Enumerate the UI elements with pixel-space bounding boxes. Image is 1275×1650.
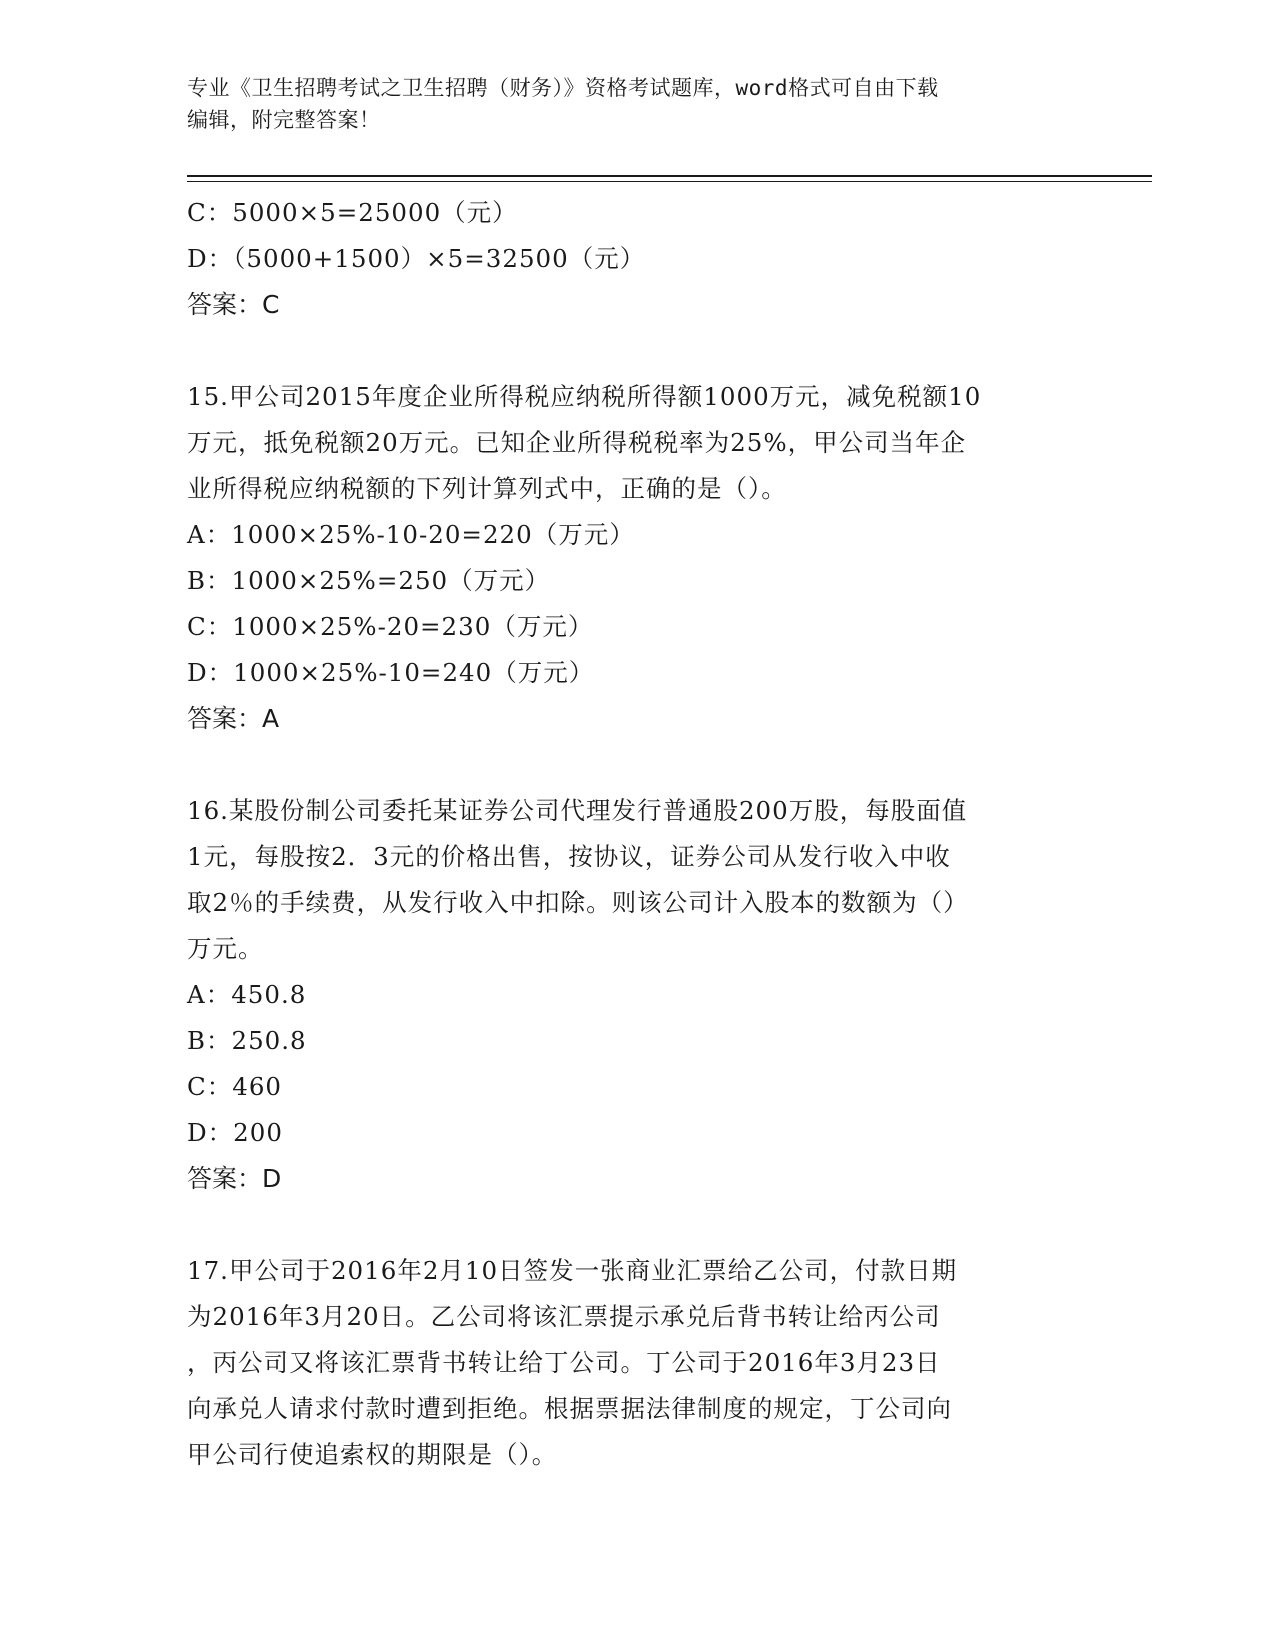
- question-stem-line: 向承兑人请求付款时遭到拒绝。根据票据法律制度的规定，丁公司向: [187, 1394, 952, 1423]
- question-stem-line: 17.甲公司于2016年2月10日签发一张商业汇票给乙公司，付款日期: [187, 1256, 958, 1285]
- page-header: [187, 72, 1067, 136]
- question-stem-line: 万元，抵免税额20万元。已知企业所得税税率为25%，甲公司当年企: [187, 428, 967, 457]
- header-line-1: 专业《卫生招聘考试之卫生招聘（财务）》资格考试题库，word格式可自由下载: [187, 76, 939, 100]
- option-a: A：1000×25%-10-20=220（万元）: [187, 520, 635, 549]
- option-c: C：460: [187, 1072, 283, 1101]
- previous-question-tail: [187, 190, 1087, 328]
- question-stem-line: 16.某股份制公司委托某证券公司代理发行普通股200万股，每股面值: [187, 796, 968, 825]
- option-c: C：5000×5=25000（元）: [187, 198, 518, 227]
- question-stem-line: 万元。: [187, 934, 264, 963]
- spacer: [187, 742, 1087, 788]
- answer-line: 答案：A: [187, 704, 280, 733]
- option-b: B：1000×25%=250（万元）: [187, 566, 551, 595]
- answer-line: 答案：D: [187, 1164, 282, 1193]
- option-d: D：200: [187, 1118, 283, 1147]
- question-stem-line: 取2％的手续费，从发行收入中扣除。则该公司计入股本的数额为（）: [187, 888, 969, 917]
- header-line-2: 编辑，附完整答案！: [187, 108, 381, 132]
- question-stem-line: 1元，每股按2．3元的价格出售，按协议，证券公司从发行收入中收: [187, 842, 951, 871]
- question-16: [187, 788, 1087, 1202]
- header-divider-thick: [187, 175, 1152, 177]
- option-d: D：（5000+1500）×5=32500（元）: [187, 244, 646, 273]
- option-d: D：1000×25%-10=240（万元）: [187, 658, 595, 687]
- option-b: B：250.8: [187, 1026, 307, 1055]
- header-divider-thin: [187, 181, 1152, 182]
- question-stem-line: 为2016年3月20日。乙公司将该汇票提示承兑后背书转让给丙公司: [187, 1302, 941, 1331]
- question-stem-line: 业所得税应纳税额的下列计算列式中，正确的是（）。: [187, 474, 787, 503]
- question-stem-line: ，丙公司又将该汇票背书转让给丁公司。丁公司于2016年3月23日: [187, 1348, 941, 1377]
- question-list: [187, 190, 1087, 1478]
- question-15: [187, 374, 1087, 742]
- question-17: [187, 1248, 1087, 1478]
- spacer: [187, 1202, 1087, 1248]
- answer-line: 答案：C: [187, 290, 280, 319]
- spacer: [187, 328, 1087, 374]
- question-stem-line: 甲公司行使追索权的期限是（）。: [187, 1440, 558, 1469]
- question-stem-line: 15.甲公司2015年度企业所得税应纳税所得额1000万元，减免税额10: [187, 382, 982, 411]
- option-a: A：450.8: [187, 980, 307, 1009]
- option-c: C：1000×25%-20=230（万元）: [187, 612, 594, 641]
